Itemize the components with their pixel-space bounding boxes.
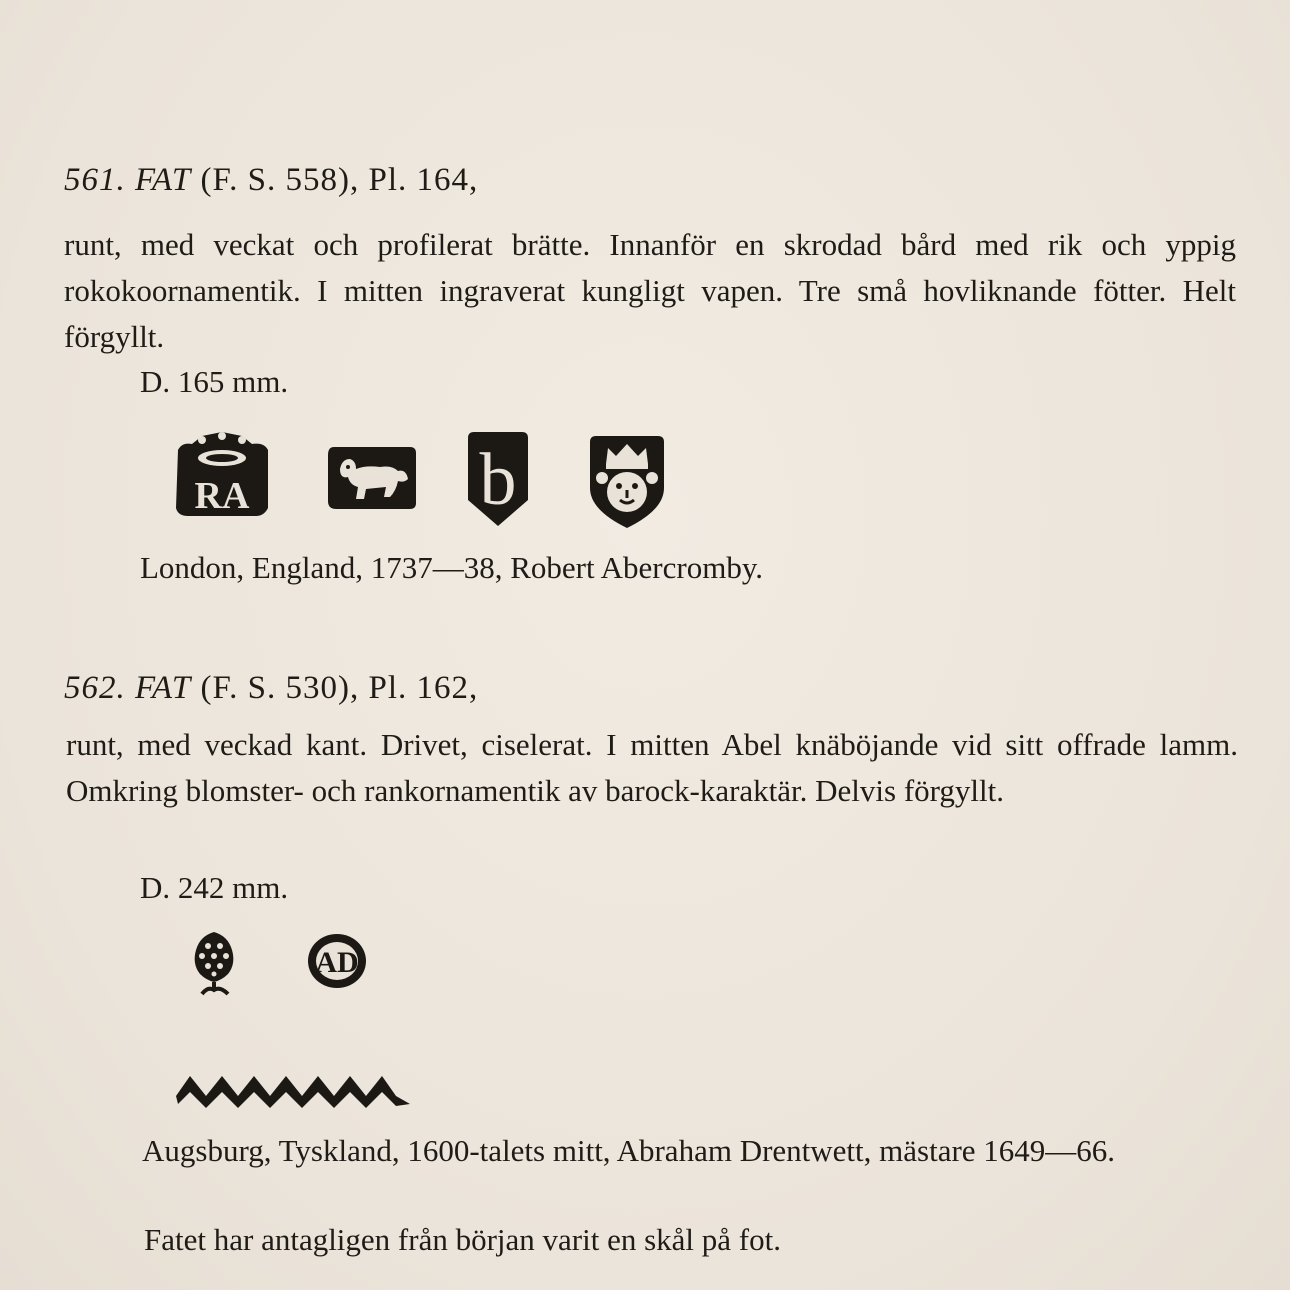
entry-561-heading [64,162,478,199]
entry-plate: Pl. 162, [368,670,479,706]
entry-reference: (F. S. 530), [200,670,360,706]
ra-mark-text: RA [194,475,250,517]
date-letter-b-mark-icon [464,428,532,530]
entry-561-description: runt, med veckat och profilerat brätte. Innanför en skrodad bård med rik och yppig rokokoornamentik. I mitten ingraverat kungligt vapen. Tre små hovliknande fötter. Helt förgyllt. [64,227,1236,354]
zigzag-assay-mark-icon [172,1066,414,1112]
lion-passant-mark-icon [326,443,418,513]
entry-562-heading [64,670,478,707]
ad-mark-text: AD [315,946,359,979]
entry-plate: Pl. 164, [368,162,479,198]
crowned-leopard-head-mark-icon [586,434,668,530]
entry-561-diameter: D. 165 mm. [140,364,289,399]
entry-562-note: Fatet har antagligen från början varit en skål på fot. [144,1222,781,1257]
entry-title: FAT [135,162,192,198]
entry-reference: (F. S. 558), [200,162,360,198]
ad-maker-mark-icon [306,932,368,990]
entry-title: FAT [135,670,192,706]
entry-562-diameter: D. 242 mm. [140,870,289,905]
crowned-ra-maker-mark-icon [172,428,272,520]
entry-562-origin: Augsburg, Tyskland, 1600-talets mitt, Abraham Drentwett, mästare 1649—66. [142,1133,1116,1168]
augsburg-pinecone-mark-icon [188,930,240,998]
entry-number: 562. [64,670,126,706]
entry-562-description: runt, med veckad kant. Drivet, ciselerat. I mitten Abel knäböjande vid sitt offrade lamm. Omkring blomster- och rankornamentik av barock-karaktär. Delvis förgyllt. [66,727,1238,808]
entry-561-origin: London, England, 1737—38, Robert Abercromby. [140,550,764,585]
entry-number: 561. [64,162,126,198]
b-mark-text: b [479,439,517,521]
